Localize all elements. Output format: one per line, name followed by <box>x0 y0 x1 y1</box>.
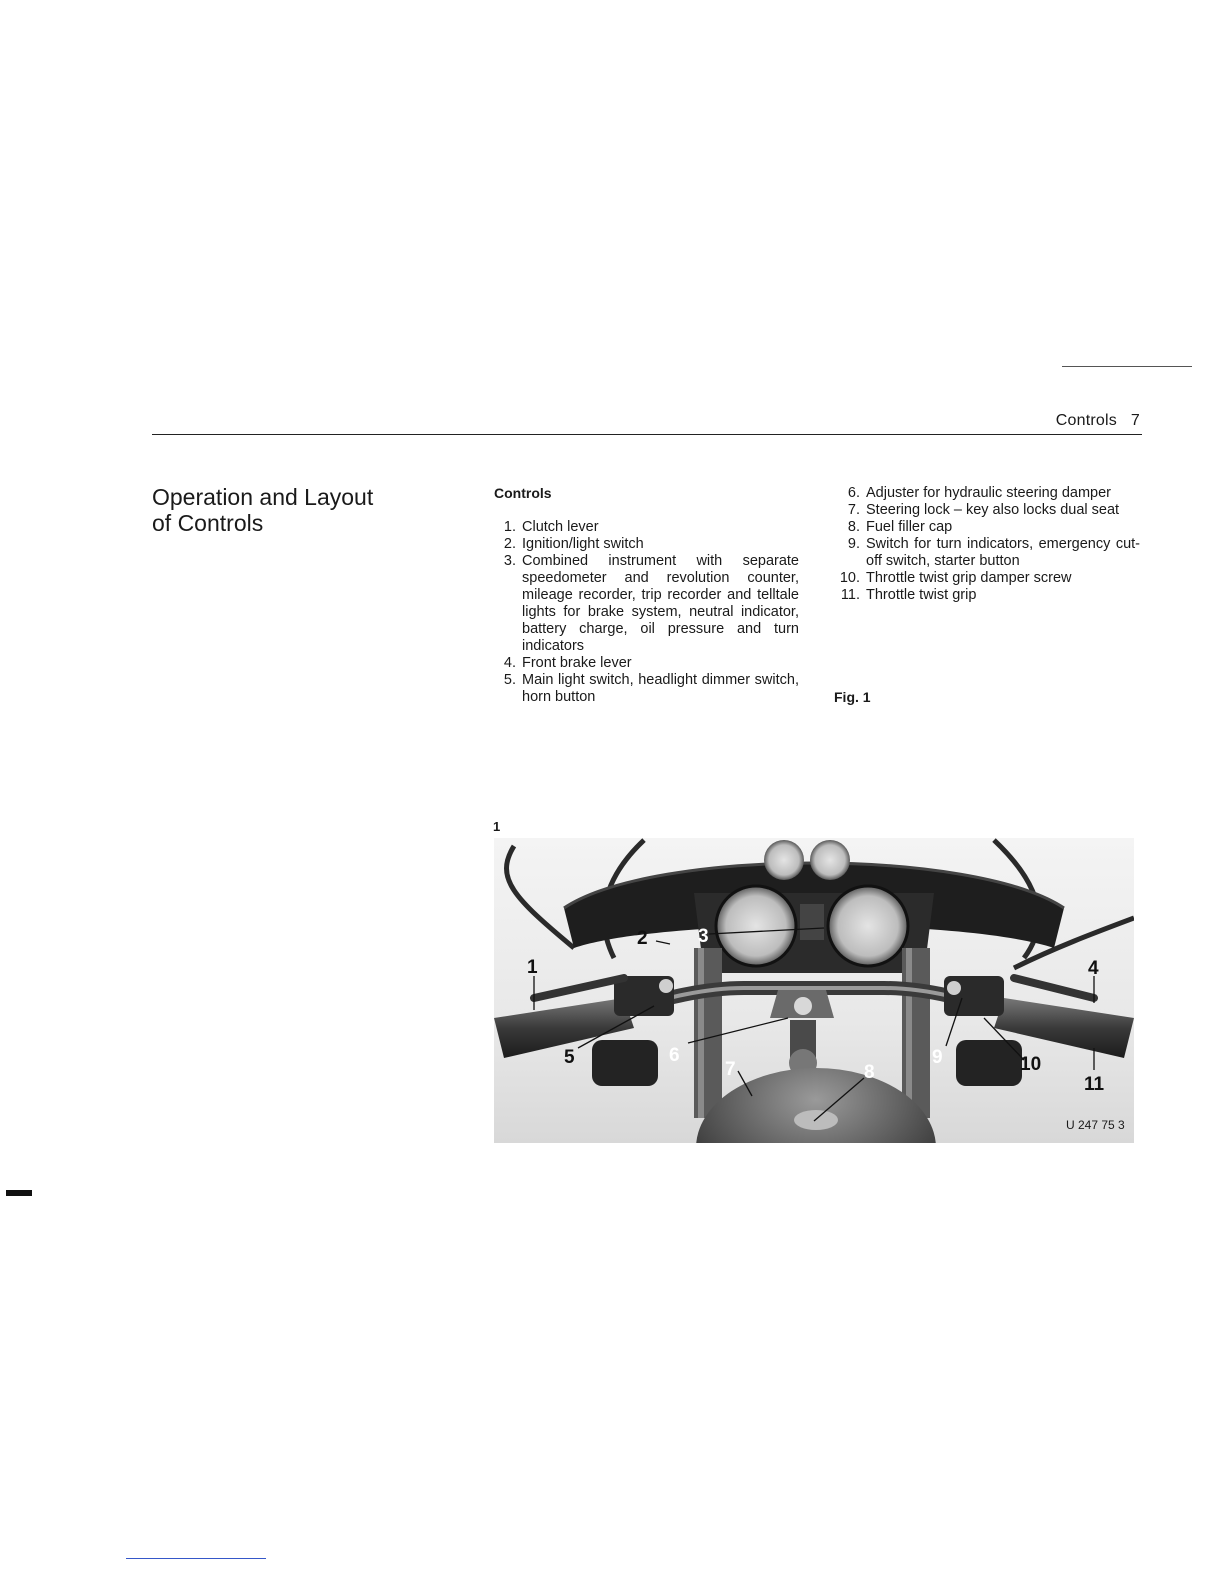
page-number: 7 <box>1130 412 1140 429</box>
callout-6: 6 <box>669 1045 680 1066</box>
callout-5: 5 <box>564 1047 575 1068</box>
header-title: Controls <box>1055 412 1117 429</box>
callout-7: 7 <box>725 1059 736 1080</box>
callout-2: 2 <box>637 928 648 949</box>
figure-number: 1 <box>493 819 501 834</box>
bottom-rule <box>126 1558 266 1559</box>
list-item: 8. Fuel filler cap <box>847 519 953 535</box>
list-item: 9. Switch for turn indicators, emergency cut-off switch, starter button <box>847 536 1140 569</box>
scan-mark <box>6 1190 32 1196</box>
list-item: 7. Steering lock – key also locks dual seat <box>847 502 1120 518</box>
list-item: 5. Main light switch, headlight dimmer switch, horn button <box>503 672 799 705</box>
callout-11: 11 <box>1084 1074 1105 1095</box>
list-item: 1. Clutch lever <box>503 519 599 535</box>
callout-8: 8 <box>864 1062 875 1083</box>
photo-reference-code: U 247 75 3 <box>1066 1118 1125 1132</box>
controls-list-left <box>494 519 799 706</box>
running-header <box>1056 412 1140 430</box>
list-item: 2. Ignition/light switch <box>503 536 644 552</box>
callout-3: 3 <box>698 926 709 947</box>
header-rule <box>152 434 1142 435</box>
list-item: 3. Combined instrument with separate speedometer and revolution counter, mileage recorder, trip recorder and telltale lights for brake system, neutral indicator, battery charge, oil pressure and turn indicators <box>503 553 799 654</box>
callout-4: 4 <box>1088 958 1099 979</box>
list-item: 10. Throttle twist grip damper screw <box>839 570 1072 586</box>
callout-1: 1 <box>527 957 538 978</box>
figure-label: Fig. 1 <box>834 689 871 705</box>
controls-subheading: Controls <box>494 485 552 501</box>
handlebar-photo <box>494 838 1134 1143</box>
list-item: 11. Throttle twist grip <box>840 587 977 603</box>
decorative-rule <box>1062 366 1192 367</box>
list-item: 4. Front brake lever <box>503 655 632 671</box>
callout-9: 9 <box>932 1047 943 1068</box>
callout-10: 10 <box>1020 1054 1042 1075</box>
section-heading: Operation and Layout of Controls <box>152 484 374 536</box>
list-item: 6. Adjuster for hydraulic steering damper <box>847 485 1112 501</box>
controls-list-right <box>834 485 1140 604</box>
